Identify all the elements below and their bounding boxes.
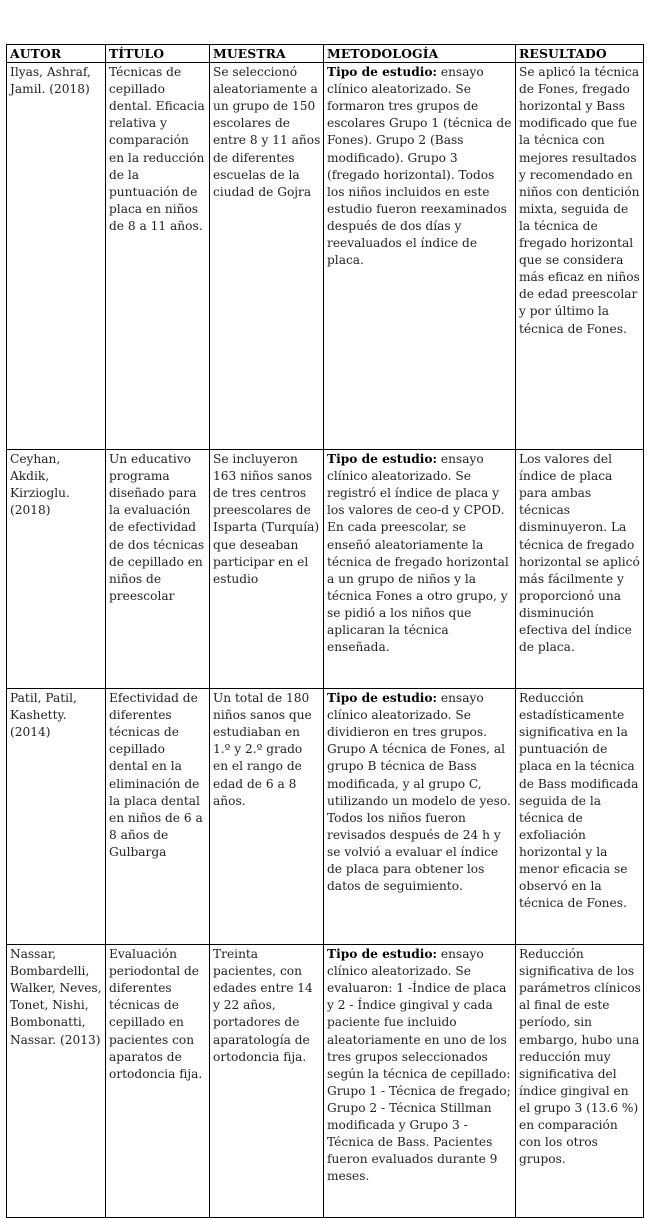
header-titulo: TÍTULO [106, 45, 210, 63]
cell-resultado: Reducción significativa de los parámetros clínicos al final de este período, sin embargo, hubo una reducción muy significativa del índice gingival en el grupo 3 (13.6 %) en comparación con los otros grupos. [516, 945, 644, 1218]
cell-titulo: Evaluación periodontal de diferentes técnicas de cepillado en pacientes con aparatos de ortodoncia fija. [106, 945, 210, 1218]
methodology-text: ensayo clínico aleatorizado. Se dividieron en tres grupos. Grupo A técnica de Fones, al grupo B técnica de Bass modificada, y al grupo C, utilizando un modelo de yeso. Todos los niños fueron revisados después de 24 h y se volvió a evaluar el índice de placa para obtener los datos de seguimiento. [327, 691, 511, 894]
header-muestra: MUESTRA [210, 45, 324, 63]
header-autor: AUTOR [7, 45, 106, 63]
study-type-label: Tipo de estudio: [327, 691, 437, 706]
study-type-label: Tipo de estudio: [327, 65, 437, 80]
header-metodologia: METODOLOGÍA [324, 45, 516, 63]
methodology-text: ensayo clínico aleatorizado. Se formaron tres grupos de escolares Grupo 1 (técnica de Fones). Grupo 2 (Bass modificado). Grupo 3 (fregado horizontal). Todos los niños incluidos en este estudio fueron reexaminados después de dos días y reevaluados el índice de placa. [327, 65, 512, 268]
table-row [7, 63, 644, 450]
cell-metodologia [324, 63, 516, 450]
cell-muestra: Treinta pacientes, con edades entre 14 y 22 años, portadores de aparatología de ortodoncia fija. [210, 945, 324, 1218]
methodology-text: ensayo clínico aleatorizado. Se registró el índice de placa y los valores de ceo-d y CPOD. En cada preescolar, se enseñó aleatoriamente la técnica de fregado horizontal a un grupo de niños y la técnica Fones a otro grupo, y se pidió a los niños que aplicaran la técnica enseñada. [327, 452, 509, 655]
cell-metodologia [324, 945, 516, 1218]
cell-resultado: Reducción estadísticamente significativa en la puntuación de placa en la técnica de Bass modificada seguida de la técnica de exfoliación horizontal y la menor eficacia se observó en la técnica de Fones. [516, 689, 644, 945]
table-row [7, 450, 644, 689]
header-resultado: RESULTADO [516, 45, 644, 63]
cell-autor: Ceyhan, Akdik, Kirzioglu. (2018) [7, 450, 106, 689]
cell-metodologia [324, 450, 516, 689]
literature-review-table [6, 44, 644, 1218]
cell-autor: Nassar, Bombardelli, Walker, Neves, Tonet, Nishi, Bombonatti, Nassar. (2013) [7, 945, 106, 1218]
cell-autor: Patil, Patil, Kashetty. (2014) [7, 689, 106, 945]
study-type-label: Tipo de estudio: [327, 947, 437, 962]
table-row [7, 689, 644, 945]
cell-metodologia [324, 689, 516, 945]
cell-resultado: Se aplicó la técnica de Fones, fregado horizontal y Bass modificado que fue la técnica con mejores resultados y recomendado en niños con dentición mixta, seguida de la técnica de fregado horizontal que se considera más eficaz en niños de edad preescolar y por último la técnica de Fones. [516, 63, 644, 450]
cell-muestra: Un total de 180 niños sanos que estudiaban en 1.º y 2.º grado en el rango de edad de 6 a 8 años. [210, 689, 324, 945]
methodology-text: ensayo clínico aleatorizado. Se evaluaron: 1 -Índice de placa y 2 - Índice gingival y cada paciente fue incluido aleatoriamente en uno de los tres grupos seleccionados según la técnica de cepillado: Grupo 1 - Técnica de fregado; Grupo 2 - Técnica Stillman modificada y Grupo 3 - Técnica de Bass. Pacientes fueron evaluados durante 9 meses. [327, 947, 511, 1184]
cell-muestra: Se seleccionó aleatoriamente a un grupo de 150 escolares de entre 8 y 11 años de diferentes escuelas de la ciudad de Gojra [210, 63, 324, 450]
cell-titulo: Técnicas de cepillado dental. Eficacia relativa y comparación en la reducción de la puntuación de placa en niños de 8 a 11 años. [106, 63, 210, 450]
table-header-row [7, 45, 644, 63]
cell-muestra: Se incluyeron 163 niños sanos de tres centros preescolares de Isparta (Turquía) que deseaban participar en el estudio [210, 450, 324, 689]
cell-titulo: Efectividad de diferentes técnicas de cepillado dental en la eliminación de la placa dental en niños de 6 a 8 años de Gulbarga [106, 689, 210, 945]
cell-autor: Ilyas, Ashraf, Jamil. (2018) [7, 63, 106, 450]
study-type-label: Tipo de estudio: [327, 452, 437, 467]
table-row [7, 945, 644, 1218]
cell-resultado: Los valores del índice de placa para ambas técnicas disminuyeron. La técnica de fregado horizontal se aplicó más fácilmente y proporcionó una disminución efectiva del índice de placa. [516, 450, 644, 689]
cell-titulo: Un educativo programa diseñado para la evaluación de efectividad de dos técnicas de cepillado en niños de preescolar [106, 450, 210, 689]
